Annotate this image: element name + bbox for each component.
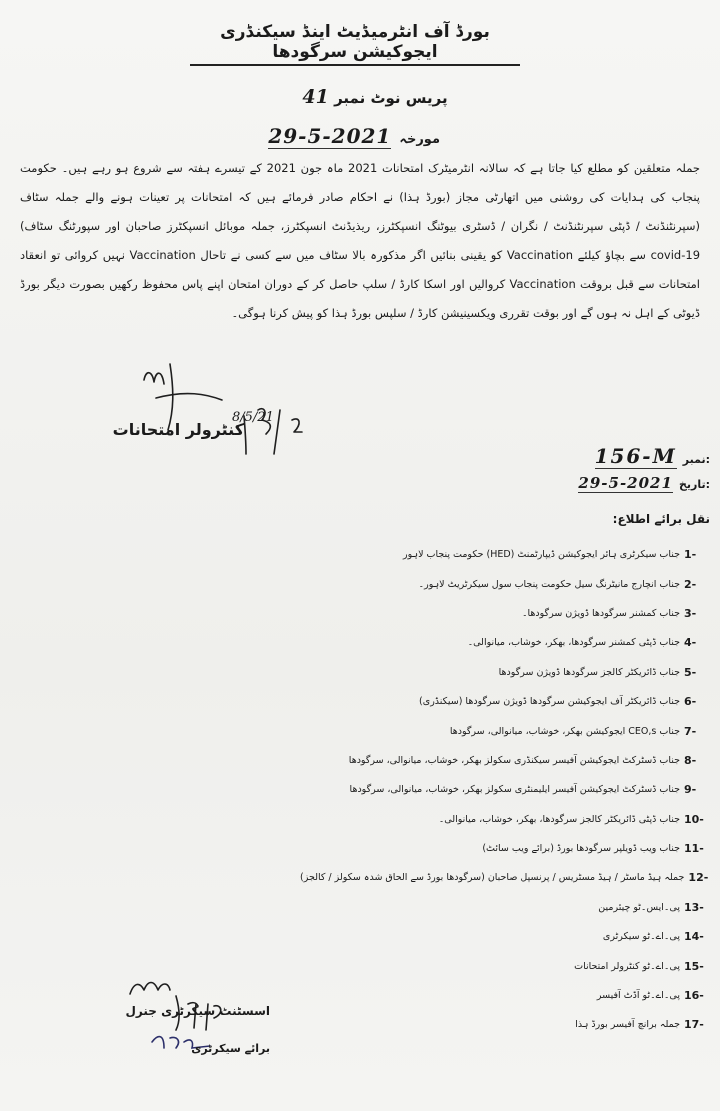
distribution-item bbox=[300, 805, 710, 834]
controller-signature-date: 8/5/21 bbox=[232, 410, 274, 425]
distribution-item-text: پی۔اے۔ٹو کنٹرولر امتحانات bbox=[574, 960, 680, 972]
distribution-item-text: جناب ڈپٹی کمشنر سرگودھا، بھکر، خوشاب، میانوالی۔ bbox=[467, 637, 680, 649]
distribution-item bbox=[300, 628, 710, 657]
controller-signature-icon bbox=[96, 360, 326, 470]
press-note-body bbox=[20, 154, 700, 328]
distribution-item-number: 2- bbox=[684, 577, 697, 591]
distribution-item bbox=[300, 834, 710, 863]
press-note-label: پریس نوٹ نمبر bbox=[334, 89, 448, 107]
reference-number-value: 156-M bbox=[594, 444, 677, 468]
distribution-item-text: پی۔اے۔ٹو سیکرٹری bbox=[602, 931, 680, 943]
distribution-item-number: 10- bbox=[684, 812, 704, 826]
distribution-item bbox=[300, 569, 710, 598]
reference-number bbox=[560, 444, 710, 469]
distribution-item-text: جناب CEO,s ایجوکیشن بھکر، خوشاب، میانوالی، سرگودھا bbox=[449, 725, 680, 737]
distribution-item-number: 13- bbox=[684, 900, 704, 914]
distribution-item-text: پی۔ایس۔ٹو چیئرمین bbox=[598, 901, 680, 913]
distribution-item bbox=[300, 746, 710, 775]
board-title: بورڈ آف انٹرمیڈیٹ اینڈ سیکنڈری ایجوکیشن سرگودھا bbox=[190, 22, 520, 66]
distribution-item bbox=[300, 658, 710, 687]
distribution-item-text: جناب انچارج مانیٹرنگ سیل حکومت پنجاب سول سیکرٹریٹ لاہور۔ bbox=[418, 578, 680, 590]
dated-label: مورخہ bbox=[399, 132, 440, 147]
distribution-item bbox=[300, 716, 710, 745]
copy-for-information: نقل برائے اطلاع: bbox=[612, 512, 710, 526]
distribution-item-number: 5- bbox=[684, 665, 697, 679]
distribution-item-number: 12- bbox=[688, 871, 709, 885]
distribution-item-text: جناب کمشنر سرگودھا ڈویژن سرگودھا۔ bbox=[521, 607, 680, 619]
press-note-number: 41 bbox=[302, 86, 329, 108]
dated-value: 29-5-2021 bbox=[268, 124, 392, 148]
distribution-list bbox=[300, 540, 710, 1040]
distribution-item-text: جناب ویب ڈویلپر سرگودھا بورڈ (برائے ویب سائٹ) bbox=[482, 843, 680, 855]
for-secretary-label: برائے سیکرٹری bbox=[191, 1042, 270, 1055]
distribution-item bbox=[300, 893, 710, 922]
reference-date-label: تاریخ: bbox=[678, 478, 710, 491]
distribution-item bbox=[300, 775, 710, 804]
distribution-item-number: 15- bbox=[684, 959, 704, 973]
reference-date bbox=[530, 474, 710, 493]
distribution-item-text: جناب ڈائریکٹر آف ایجوکیشن سرگودھا ڈویژن سرگودھا (سیکنڈری) bbox=[419, 696, 680, 708]
distribution-item-text: جناب ڈائریکٹر کالجز سرگودھا ڈویژن سرگودھا bbox=[498, 666, 680, 678]
distribution-item-number: 11- bbox=[684, 842, 704, 856]
distribution-item bbox=[300, 951, 710, 980]
dated-line bbox=[230, 124, 440, 149]
distribution-item-number: 7- bbox=[684, 724, 697, 738]
distribution-item-number: 4- bbox=[684, 636, 697, 650]
press-note-heading bbox=[300, 86, 450, 108]
distribution-item-text: جناب ڈپٹی ڈائریکٹر کالجز سرگودھا، بھکر، خوشاب، میانوالی۔ bbox=[438, 813, 680, 825]
distribution-item-text: جناب سیکرٹری ہائر ایجوکیشن ڈیپارٹمنٹ (HED) حکومت پنجاب لاہور bbox=[403, 549, 680, 561]
distribution-item-number: 16- bbox=[684, 989, 704, 1003]
distribution-item bbox=[300, 1010, 710, 1039]
assistant-secretary-designation: اسسٹنٹ سیکرٹری جنرل bbox=[125, 1004, 270, 1018]
distribution-item-text: جناب ڈسٹرکٹ ایجوکیشن آفیسر سیکنڈری سکولز بھکر، خوشاب، میانوالی، سرگودھا bbox=[348, 754, 680, 766]
reference-number-label: نمبر: bbox=[682, 453, 710, 466]
reference-date-value: 29-5-2021 bbox=[578, 474, 673, 492]
distribution-item bbox=[300, 687, 710, 716]
distribution-item-text: جملہ ہیڈ ماسٹر / ہیڈ مسٹریس / پرنسپل صاحبان (سرگودھا بورڈ سے الحاق شدہ سکولز / کالجز) bbox=[300, 872, 685, 884]
distribution-item bbox=[300, 599, 710, 628]
distribution-item-number: 9- bbox=[684, 783, 697, 797]
distribution-item-number: 17- bbox=[684, 1018, 704, 1032]
controller-designation: کنٹرولر امتحانات bbox=[112, 420, 244, 439]
distribution-item-text: جناب ڈسٹرکٹ ایجوکیشن آفیسر ایلیمنٹری سکولز بھکر، خوشاب، میانوالی، سرگودھا bbox=[349, 784, 680, 796]
distribution-item-text: جملہ برانچ آفیسر بورڈ ہذا bbox=[575, 1019, 680, 1031]
distribution-item bbox=[300, 863, 710, 892]
distribution-item bbox=[300, 922, 710, 951]
distribution-item-number: 6- bbox=[684, 695, 697, 709]
distribution-item-number: 1- bbox=[684, 548, 697, 562]
distribution-item-number: 8- bbox=[684, 753, 697, 767]
distribution-item bbox=[300, 540, 710, 569]
body-paragraph: جملہ متعلقین کو مطلع کیا جاتا ہے کہ سالانہ انٹرمیٹرک امتحانات 2021 ماہ جون 2021 کے تیسرے ہفتہ سے شروع ہو رہے ہیں۔ حکومت پنجاب کی ہدایات کی روشنی میں اتھارٹی مجاز (بورڈ ہذا) نے احکام صادر فرمائے ہیں کہ امتحانات پر تعینات ہونے والے جملہ سٹاف (سپرنٹنڈنٹ / ڈپٹی سپرنٹنڈنٹ / نگران / ڈسٹری بیوٹنگ انسپکٹرز، ریذیڈنٹ انسپکٹرز، جملہ موبائل انسپکٹرز صاحبان اور سپورٹنگ سٹاف) covid-19 سے بچاؤ کیلئے Vaccination کو یقینی بنائیں اگر مذکورہ بالا سٹاف میں سے کسی نے تاحال Vaccination نہیں کروائی تو انعقاد امتحانات سے قبل بروقت Vaccination کروالیں اور اسکا کارڈ / سلپ حاصل کر کے دوران امتحان اپنے پاس محفوظ رکھیں بصورت دیگر بورڈ ڈیوٹی کے اہل نہ ہوں گے اور بوقت تقرری ویکسینیشن کارڈ / سلپس بورڈ ہذا کو پیش کرنا ہوگی۔ bbox=[20, 161, 701, 320]
distribution-item-number: 3- bbox=[684, 606, 697, 620]
distribution-item-text: پی۔اے۔ٹو آڈٹ آفیسر bbox=[596, 990, 680, 1002]
distribution-item-number: 14- bbox=[684, 930, 704, 944]
distribution-item bbox=[300, 981, 710, 1010]
